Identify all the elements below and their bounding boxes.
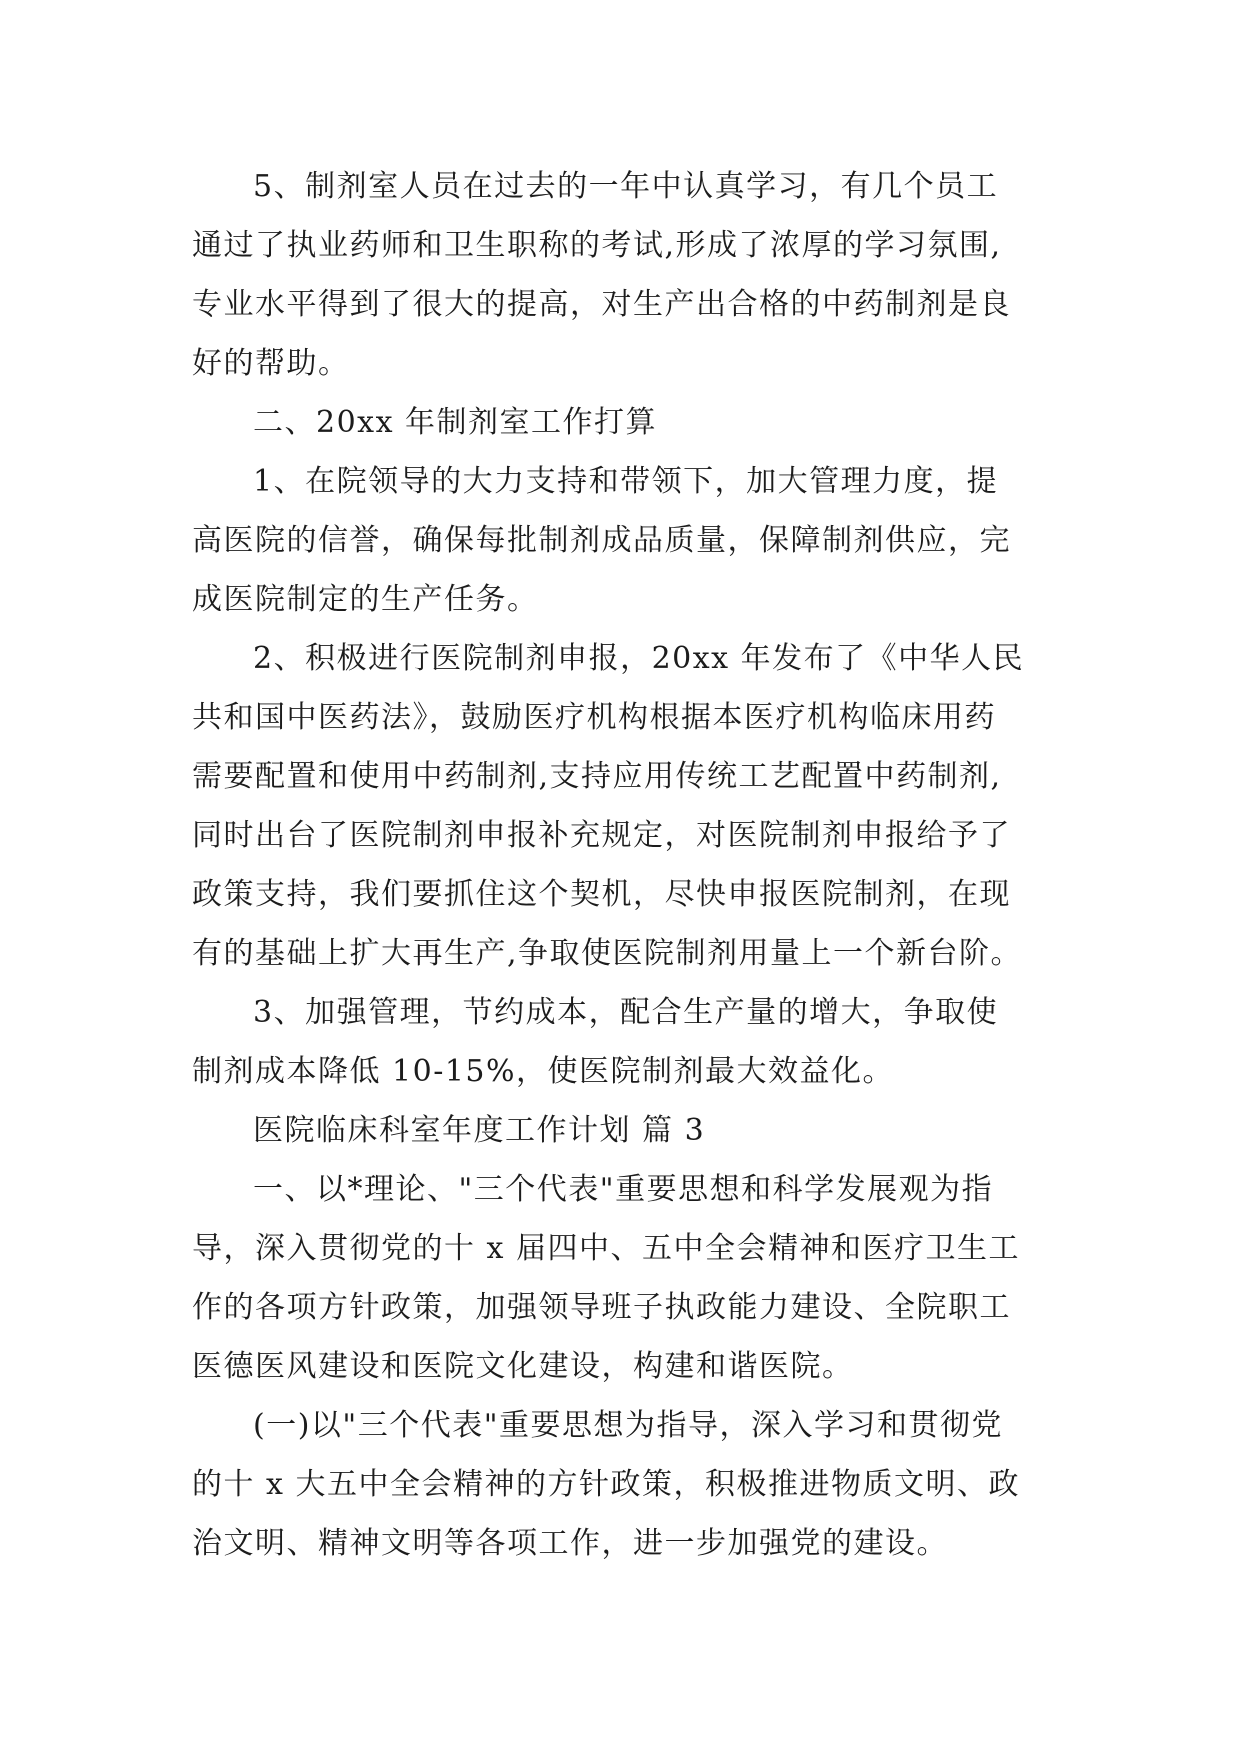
paragraph-line: 制剂成本降低 10-15%，使医院制剂最大效益化。 — [192, 1054, 895, 1089]
paragraph-line: 导，深入贯彻党的十 x 届四中、五中全会精神和医疗卫生工 — [192, 1231, 1020, 1266]
paragraph-line: 高医院的信誉，确保每批制剂成品质量，保障制剂供应，完 — [192, 523, 1011, 558]
document-body — [192, 157, 1072, 1573]
section-heading: 二、20xx 年制剂室工作打算 — [253, 405, 658, 440]
paragraph-line: (一)以"三个代表"重要思想为指导，深入学习和贯彻党 — [253, 1408, 1004, 1443]
paragraph-line: 医德医风建设和医院文化建设，构建和谐医院。 — [192, 1349, 854, 1384]
paragraph-line: 成医院制定的生产任务。 — [192, 582, 539, 617]
section-heading: 医院临床科室年度工作计划 篇 3 — [253, 1113, 706, 1148]
paragraph-line: 的十 x 大五中全会精神的方针政策，积极推进物质文明、政 — [192, 1467, 1020, 1502]
paragraph-line: 3、加强管理，节约成本，配合生产量的增大，争取使 — [253, 995, 999, 1030]
paragraph-line: 政策支持，我们要抓住这个契机，尽快申报医院制剂，在现 — [192, 877, 1011, 912]
paragraph-line: 有的基础上扩大再生产,争取使医院制剂用量上一个新台阶。 — [192, 936, 1023, 971]
paragraph-line: 作的各项方针政策，加强领导班子执政能力建设、全院职工 — [192, 1290, 1011, 1325]
paragraph-line: 同时出台了医院制剂申报补充规定，对医院制剂申报给予了 — [192, 818, 1011, 853]
paragraph-line: 治文明、精神文明等各项工作，进一步加强党的建设。 — [192, 1526, 948, 1561]
paragraph-line: 通过了执业药师和卫生职称的考试,形成了浓厚的学习氛围, — [192, 228, 1002, 263]
paragraph-line: 专业水平得到了很大的提高，对生产出合格的中药制剂是良 — [192, 287, 1011, 322]
paragraph-line: 1、在院领导的大力支持和带领下，加大管理力度，提 — [253, 464, 999, 499]
paragraph-line: 好的帮助。 — [192, 346, 350, 381]
paragraph-line: 一、以*理论、"三个代表"重要思想和科学发展观为指 — [253, 1172, 994, 1207]
paragraph-line: 需要配置和使用中药制剂,支持应用传统工艺配置中药制剂, — [192, 759, 1002, 794]
paragraph-line: 5、制剂室人员在过去的一年中认真学习，有几个员工 — [253, 169, 999, 204]
paragraph-line: 2、积极进行医院制剂申报，20xx 年发布了《中华人民 — [253, 641, 1025, 676]
paragraph-line: 共和国中医药法》，鼓励医疗机构根据本医疗机构临床用药 — [192, 700, 996, 735]
